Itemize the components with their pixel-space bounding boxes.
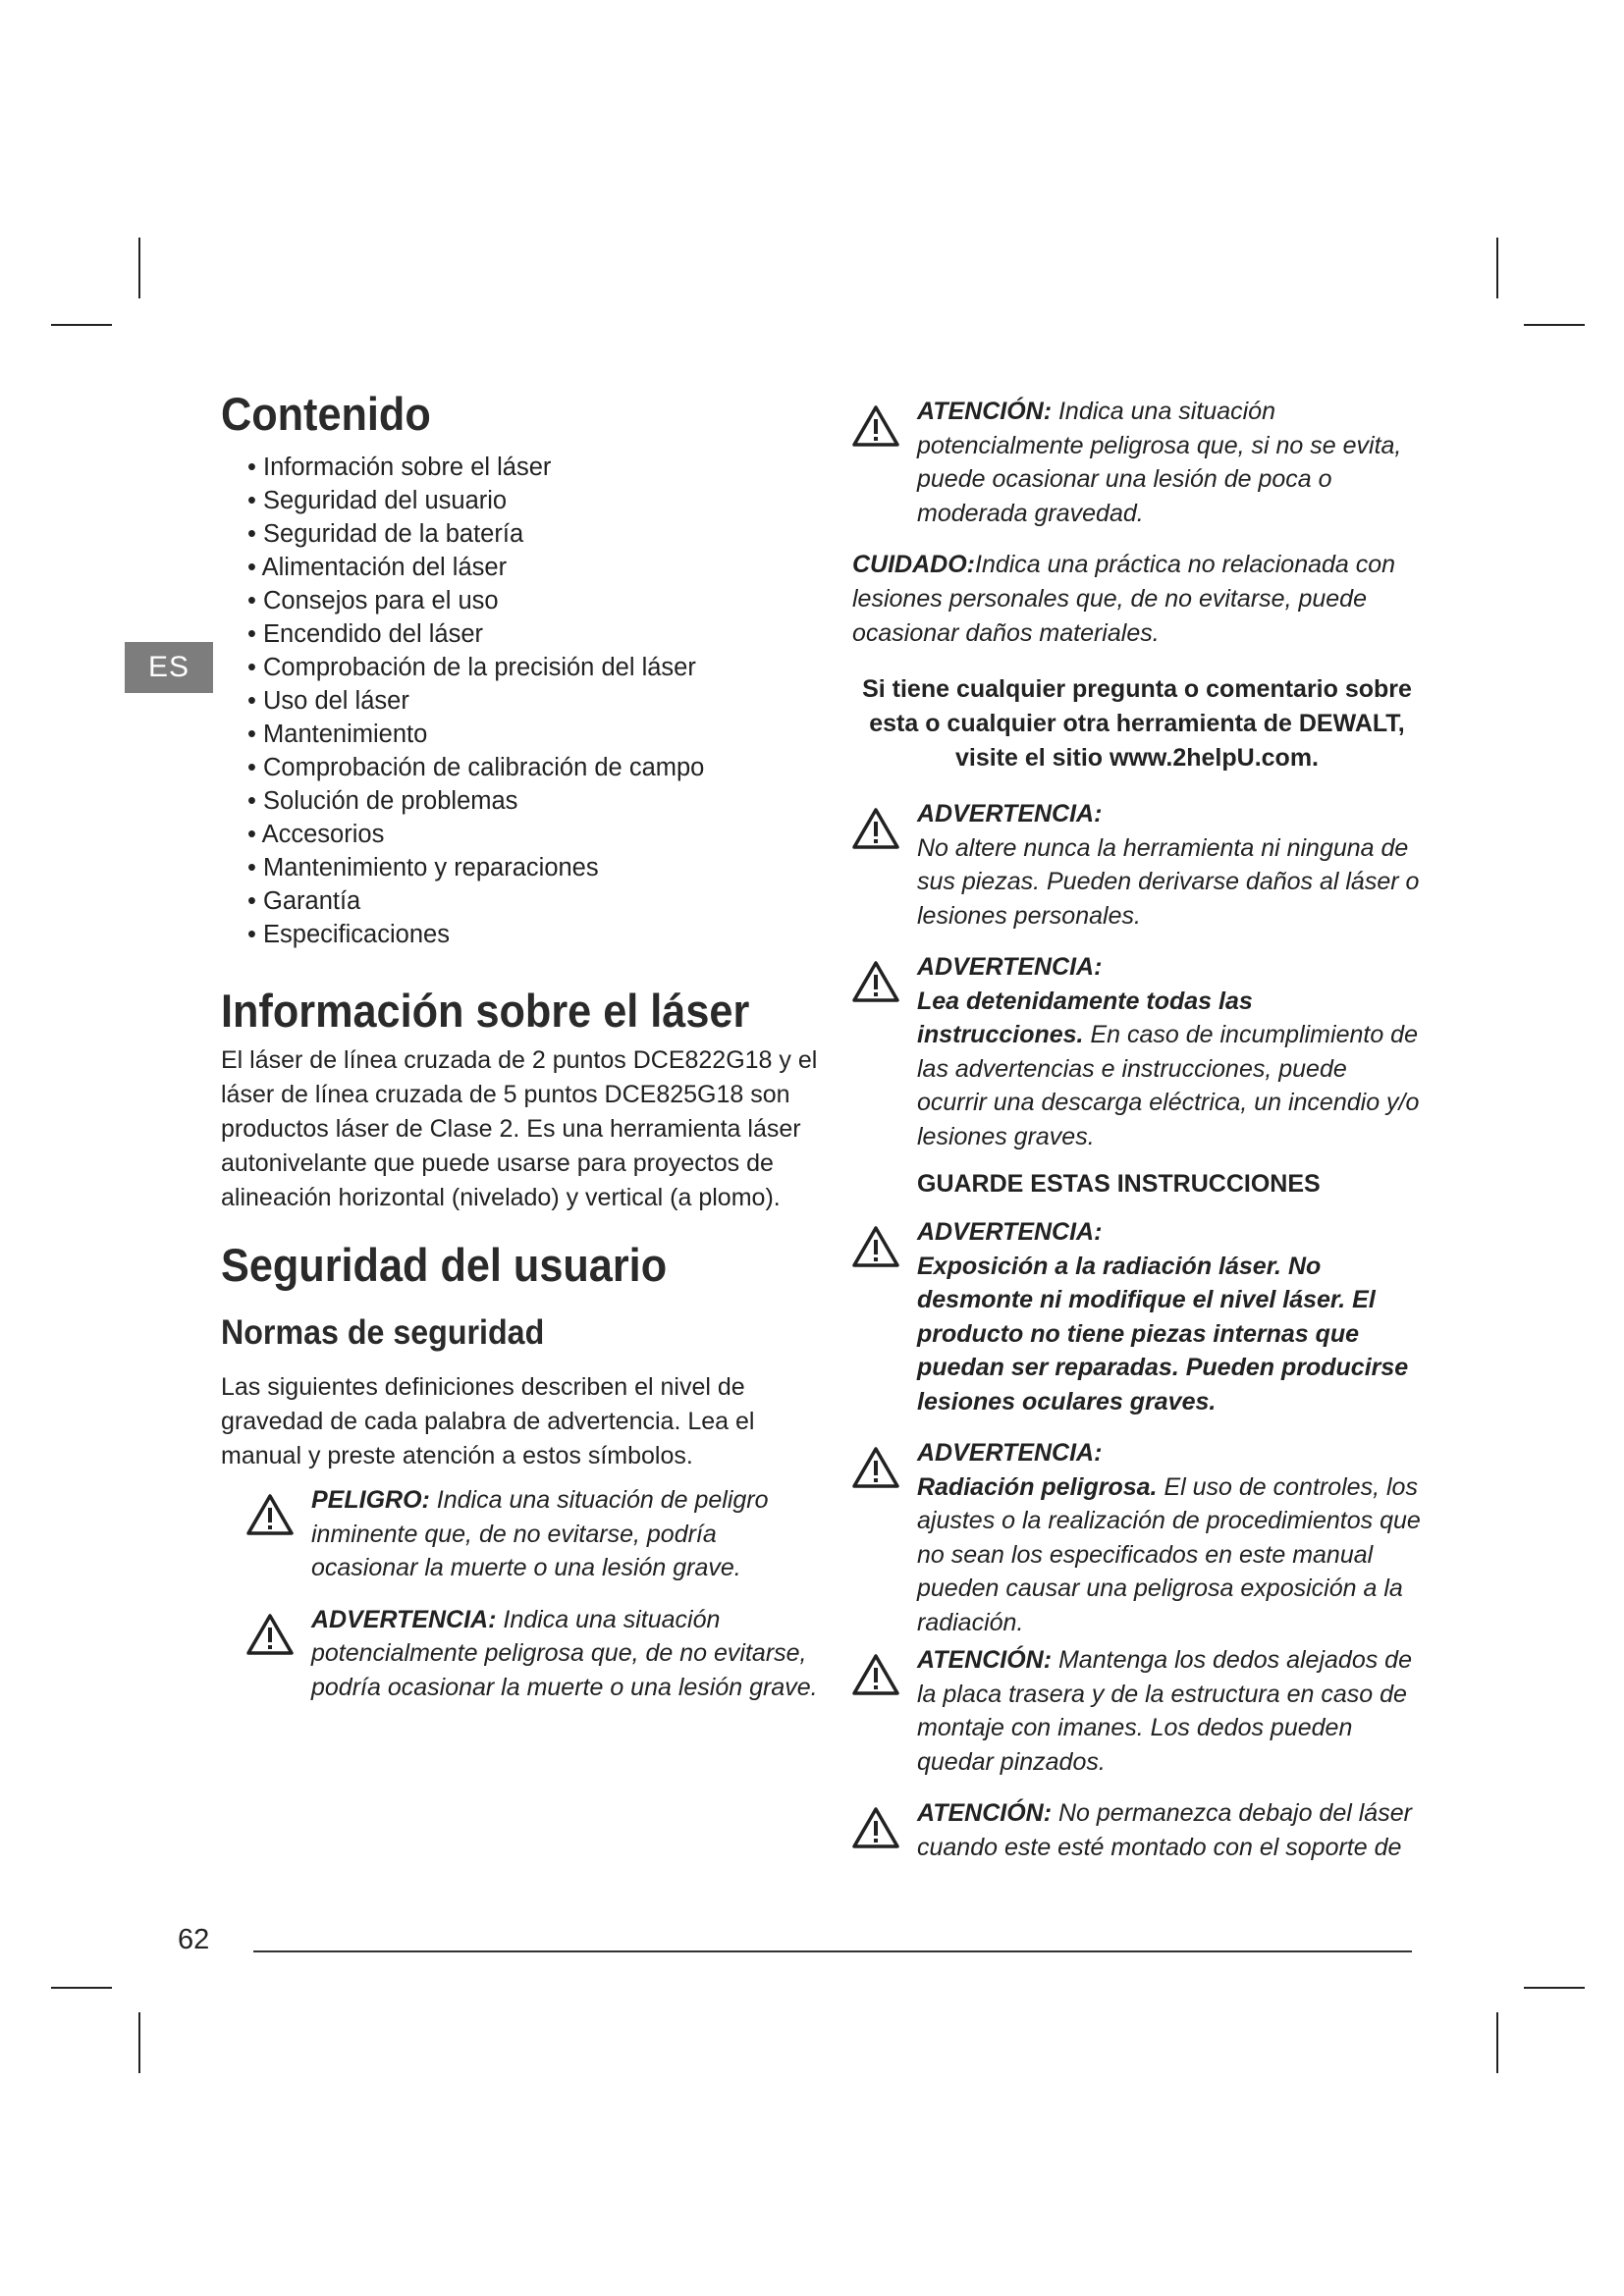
crop-mark bbox=[1524, 324, 1585, 326]
caution-stand-under bbox=[852, 1796, 1422, 1864]
contact-line: visite el sitio www.2helpU.com. bbox=[954, 744, 1319, 772]
contents-item: • Solución de problemas bbox=[247, 784, 820, 818]
warning-label: ADVERTENCIA: bbox=[917, 1218, 1103, 1246]
danger-definition bbox=[246, 1483, 820, 1585]
page-number: 62 bbox=[178, 1924, 210, 1955]
warning-bold-text: Radiación peligrosa. bbox=[917, 1472, 1158, 1501]
warning-triangle-icon bbox=[852, 1225, 899, 1268]
contents-item: • Mantenimiento bbox=[247, 718, 820, 751]
contents-item: • Garantía bbox=[247, 884, 820, 918]
warning-triangle-icon bbox=[246, 1613, 294, 1656]
warning-triangle-icon bbox=[852, 807, 899, 850]
user-safety-title: Seguridad del usuario bbox=[221, 1239, 668, 1292]
contents-item: • Accesorios bbox=[247, 818, 820, 851]
contents-item: • Encendido del láser bbox=[247, 617, 820, 651]
caution-label: ATENCIÓN: bbox=[917, 398, 1053, 425]
contents-item: • Seguridad de la batería bbox=[247, 517, 820, 551]
crop-mark bbox=[1496, 2012, 1498, 2073]
laser-info-title: Información sobre el láser bbox=[221, 985, 750, 1038]
contents-item: • Especificaciones bbox=[247, 918, 820, 951]
safety-rules-subtitle: Normas de seguridad bbox=[221, 1313, 545, 1353]
save-instructions: GUARDE ESTAS INSTRUCCIONES bbox=[917, 1170, 1321, 1198]
warning-triangle-icon bbox=[246, 1493, 294, 1536]
caution-fingers bbox=[852, 1643, 1422, 1779]
caution-text: Mantenga los dedos alejados de la placa trasera y de la estructura en caso de montaje con imanes. Los dedos pueden quedar pinzados. bbox=[917, 1646, 1412, 1776]
warning-bold-text: Exposición a la radiación láser. No desmonte ni modifique el nivel láser. El producto no tiene piezas internas que puedan ser reparadas. Pueden producirse lesiones oculares graves. bbox=[917, 1252, 1409, 1415]
warning-do-not-alter bbox=[852, 797, 1422, 933]
crop-mark bbox=[1524, 1987, 1585, 1989]
contents-item: • Seguridad del usuario bbox=[247, 484, 820, 517]
crop-mark bbox=[51, 324, 112, 326]
contents-item: • Consejos para el uso bbox=[247, 584, 820, 617]
warning-text: No altere nunca la herramienta ni ninguna de sus piezas. Pueden derivarse daños al láser o lesiones personales. bbox=[917, 833, 1420, 930]
notice-text: Indica una práctica no relacionada con lesiones personales que, de no evitarse, puede ocasionar daños materiales. bbox=[852, 551, 1396, 647]
notice-label: CUIDADO: bbox=[852, 551, 975, 578]
contents-item: • Uso del láser bbox=[247, 684, 820, 718]
warning-label: ADVERTENCIA: bbox=[311, 1605, 497, 1633]
footer-divider bbox=[253, 1950, 1412, 1952]
warning-definition bbox=[246, 1603, 820, 1705]
warning-label: ADVERTENCIA: bbox=[917, 1439, 1103, 1467]
warning-read-instructions bbox=[852, 950, 1422, 1153]
contents-item: • Comprobación de la precisión del láser bbox=[247, 651, 820, 684]
danger-label: PELIGRO: bbox=[311, 1486, 430, 1515]
contents-item: • Mantenimiento y reparaciones bbox=[247, 851, 820, 884]
contents-title: Contenido bbox=[221, 388, 431, 440]
crop-mark bbox=[51, 1987, 112, 1989]
caution-text: No permanezca debajo del láser cuando este esté montado con el soporte de bbox=[917, 1799, 1412, 1861]
crop-mark bbox=[138, 2012, 140, 2073]
warning-bold-text: Lea detenidamente todas las instrucciones. bbox=[917, 987, 1253, 1048]
left-column bbox=[221, 388, 820, 1704]
warning-triangle-icon bbox=[852, 960, 899, 1003]
crop-mark bbox=[1496, 238, 1498, 298]
caution-text: Indica una situación potencialmente peligrosa que, si no se evita, puede ocasionar una lesión de poca o moderada gravedad. bbox=[917, 398, 1402, 527]
danger-text: Indica una situación de peligro inminente que, de no evitarse, podría ocasionar la muerte o una lesión grave. bbox=[311, 1486, 769, 1582]
warning-triangle-icon bbox=[852, 1446, 899, 1489]
caution-definition bbox=[852, 395, 1422, 530]
contents-item: • Información sobre el láser bbox=[247, 451, 820, 484]
contents-list bbox=[221, 451, 820, 951]
contents-item: • Comprobación de calibración de campo bbox=[247, 751, 820, 784]
warning-triangle-icon bbox=[852, 404, 899, 448]
contact-info bbox=[852, 672, 1422, 775]
caution-label: ATENCIÓN: bbox=[917, 1646, 1053, 1674]
contact-line: esta o cualquier otra herramienta de DEWALT, bbox=[869, 710, 1405, 737]
notice-definition bbox=[852, 548, 1422, 651]
warning-text: Indica una situación potencialmente peligrosa que, de no evitarse, podría ocasionar la muerte o una lesión grave. bbox=[311, 1605, 818, 1701]
contact-line: Si tiene cualquier pregunta o comentario sobre bbox=[862, 675, 1412, 703]
right-column bbox=[852, 395, 1422, 1864]
crop-mark bbox=[138, 238, 140, 298]
contents-item: • Alimentación del láser bbox=[247, 551, 820, 584]
language-tab: ES bbox=[125, 642, 213, 693]
warning-laser-radiation bbox=[852, 1215, 1422, 1418]
warning-text: El uso de controles, los ajustes o la realización de procedimientos que no sean los especificados en este manual pueden causar una peligrosa exposición a la radiación. bbox=[917, 1472, 1421, 1636]
laser-info-body: El láser de línea cruzada de 2 puntos DCE822G18 y el láser de línea cruzada de 5 puntos DCE825G18 son productos láser de Clase 2. Es una herramienta láser autonivelante que puede usarse para proyectos de alineación horizontal (nivelado) y vertical (a plomo). bbox=[221, 1046, 818, 1212]
caution-label: ATENCIÓN: bbox=[917, 1799, 1053, 1827]
warning-text: En caso de incumplimiento de las advertencias e instrucciones, puede ocurrir una descarga eléctrica, un incendio y/o lesiones graves. bbox=[917, 1021, 1420, 1150]
safety-rules-body: Las siguientes definiciones describen el nivel de gravedad de cada palabra de advertencia. Lea el manual y preste atención a estos símbolos. bbox=[221, 1373, 755, 1470]
warning-hazardous-radiation bbox=[852, 1436, 1422, 1639]
warning-triangle-icon bbox=[852, 1806, 899, 1849]
warning-label: ADVERTENCIA: bbox=[917, 953, 1103, 981]
warning-label: ADVERTENCIA: bbox=[917, 800, 1103, 828]
warning-triangle-icon bbox=[852, 1653, 899, 1696]
